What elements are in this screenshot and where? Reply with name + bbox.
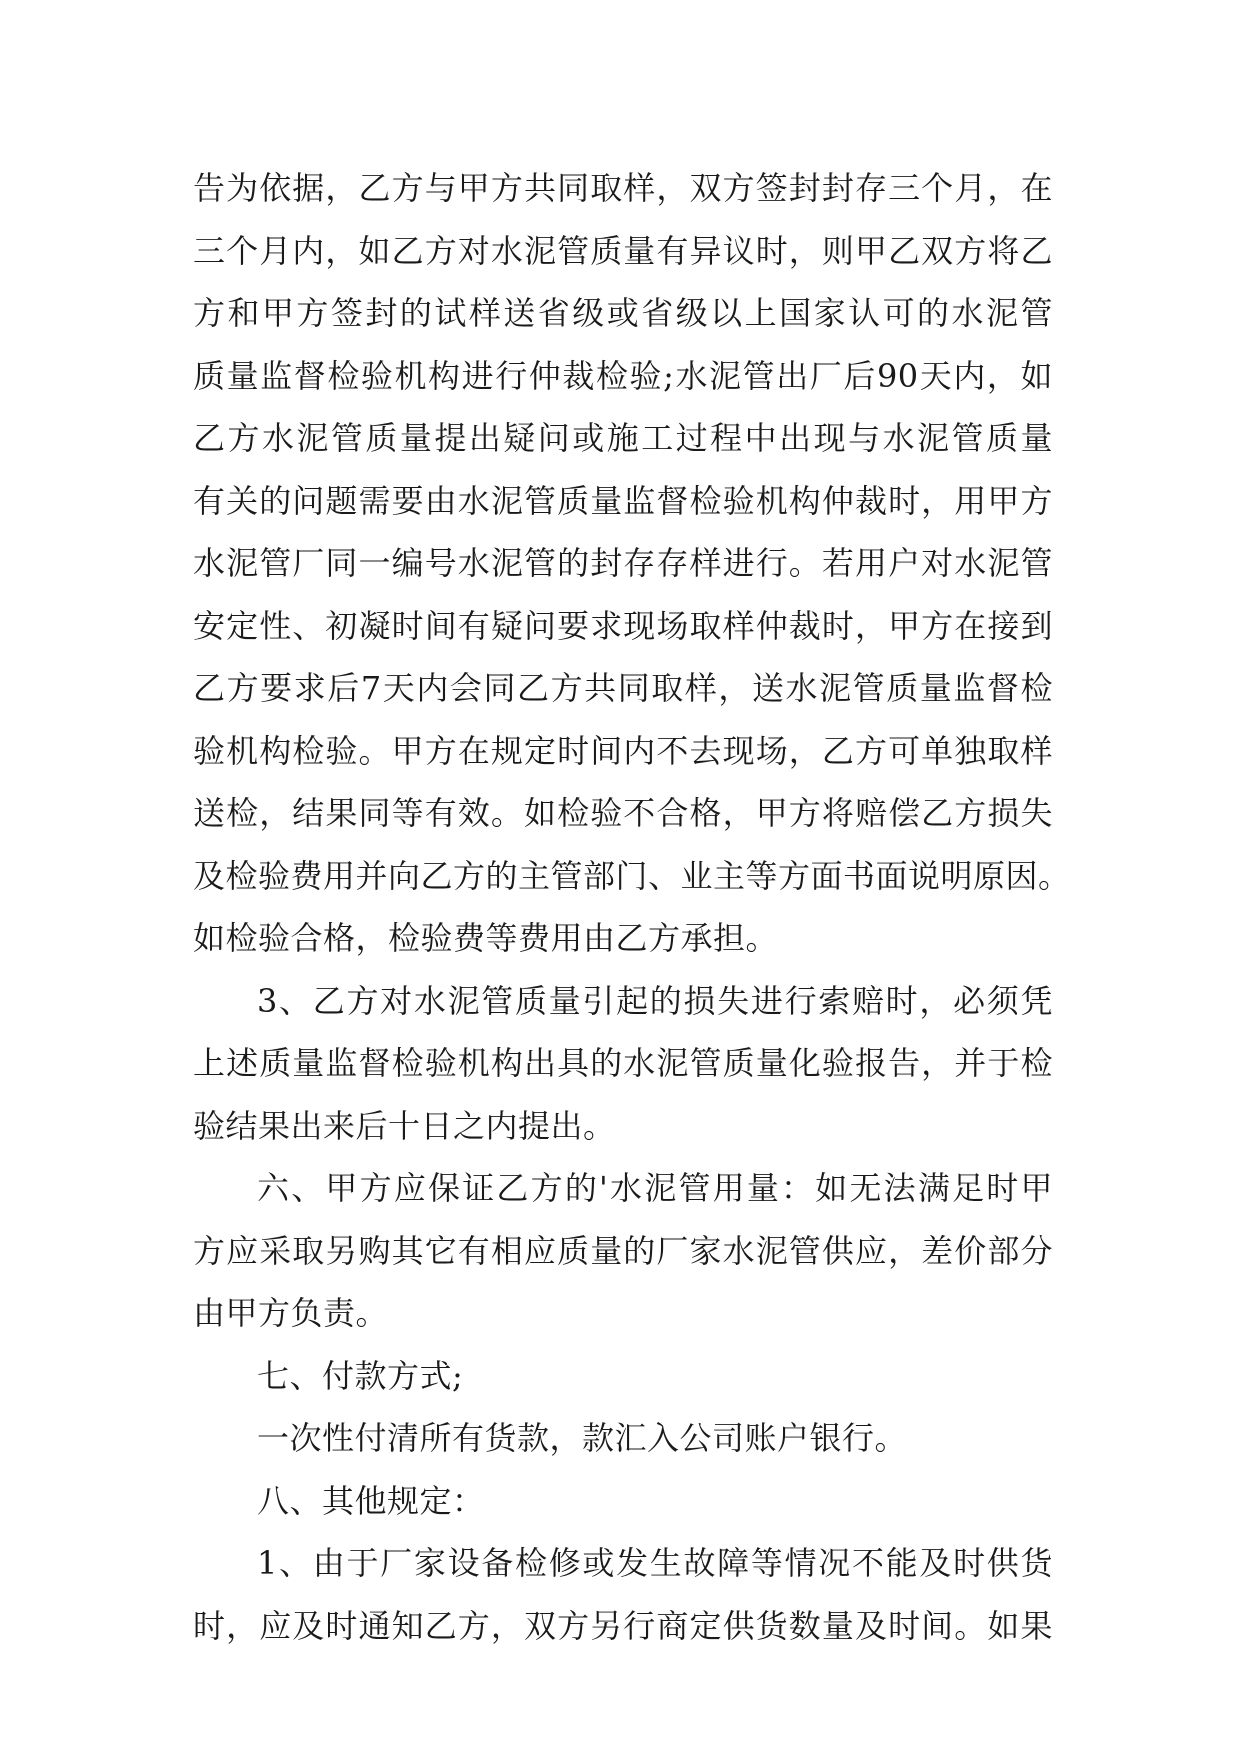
text-line: 有关的问题需要由水泥管质量监督检验机构仲裁时，用甲方 (193, 481, 1053, 520)
text-line: 方应采取另购其它有相应质量的厂家水泥管供应，差价部分 (193, 1231, 1053, 1270)
text-line: 由甲方负责。 (193, 1294, 389, 1332)
text-line: 质量监督检验机构进行仲裁检验;水泥管出厂后90天内，如 (193, 356, 1053, 395)
text-line: 安定性、初凝时间有疑问要求现场取样仲裁时，甲方在接到 (193, 606, 1053, 645)
text-line: 3、乙方对水泥管质量引起的损失进行索赔时，必须凭 (257, 981, 1053, 1020)
text-line: 时，应及时通知乙方，双方另行商定供货数量及时间。如果 (193, 1606, 1053, 1645)
text-line: 告为依据，乙方与甲方共同取样，双方签封封存三个月，在 (193, 169, 1053, 207)
text-line: 六、甲方应保证乙方的'水泥管用量：如无法满足时甲 (257, 1169, 1053, 1207)
text-line: 一次性付清所有货款，款汇入公司账户银行。 (257, 1419, 908, 1457)
text-line: 水泥管厂同一编号水泥管的封存存样进行。若用户对水泥管 (193, 544, 1053, 582)
text-line: 1、由于厂家设备检修或发生故障等情况不能及时供货 (257, 1544, 1053, 1582)
text-line: 乙方要求后7天内会同乙方共同取样，送水泥管质量监督检 (193, 669, 1053, 707)
text-line: 如检验合格，检验费等费用由乙方承担。 (193, 919, 779, 957)
text-line: 验结果出来后十日之内提出。 (193, 1106, 616, 1145)
text-line: 八、其他规定： (257, 1481, 485, 1520)
text-line: 三个月内，如乙方对水泥管质量有异议时，则甲乙双方将乙 (193, 231, 1053, 270)
text-line: 七、付款方式; (257, 1356, 464, 1395)
text-line: 送检，结果同等有效。如检验不合格，甲方将赔偿乙方损失 (193, 794, 1053, 832)
text-line: 及检验费用并向乙方的主管部门、业主等方面书面说明原因。 (193, 856, 1071, 895)
text-line: 方和甲方签封的试样送省级或省级以上国家认可的水泥管 (193, 294, 1053, 332)
text-line: 上述质量监督检验机构出具的水泥管质量化验报告，并于检 (193, 1044, 1053, 1082)
text-line: 验机构检验。甲方在规定时间内不去现场，乙方可单独取样 (193, 731, 1053, 770)
text-line: 乙方水泥管质量提出疑问或施工过程中出现与水泥管质量 (193, 419, 1053, 457)
document-body (193, 157, 1071, 1657)
